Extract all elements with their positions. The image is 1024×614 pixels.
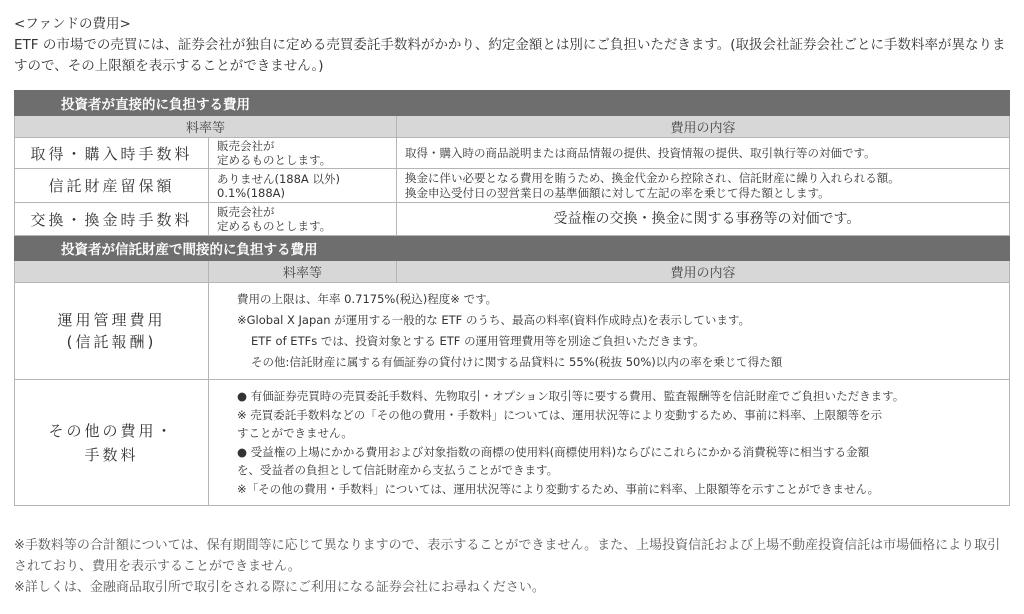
row-desc bbox=[397, 169, 1010, 203]
mgmt-desc bbox=[209, 283, 1010, 380]
desc-line: ETF of ETFs では、投資対象とする ETF の運用管理費用等を別途ご負担いただきます。 bbox=[251, 334, 705, 348]
intro bbox=[14, 14, 1012, 77]
rate-line: 販売会社が bbox=[217, 139, 275, 153]
row-category: 交換・換金時手数料 bbox=[15, 203, 209, 236]
rate-line: 定めるものとします。 bbox=[217, 153, 332, 167]
table-row bbox=[15, 380, 1010, 506]
desc-line: 費用の上限は、年率 0.7175%(税込)程度※ です。 bbox=[237, 292, 498, 306]
footnote: ※詳しくは、金融商品取引所で取引をされる際にご利用になる証券会社にお尋ねください。 bbox=[14, 580, 545, 595]
rate-line: 定めるものとします。 bbox=[217, 219, 332, 233]
category-line: 運用管理費用 bbox=[57, 311, 166, 329]
row-desc: 取得・購入時の商品説明または商品情報の提供、投資情報の提供、取引執行等の対価です。 bbox=[397, 138, 1010, 169]
other-desc bbox=[209, 380, 1010, 506]
section1-column-headers bbox=[15, 116, 1010, 138]
intro-text: ETF の市場での売買には、証券会社が独自に定める売買委託手数料がかかり、約定金額とは別にご負担いただきます。(取扱会社証券会社ごとに手数料率が異なりますので、その上限額を表示することができません。) bbox=[14, 37, 1006, 74]
category-line: その他の費用・ bbox=[48, 421, 175, 440]
footnote: ※手数料等の合計額については、保有期間等に応じて異なりますので、表示することができません。また、上場投資信託および上場不動産投資信託は市場価格により取引されており、費用を表示することができません。 bbox=[14, 538, 1001, 574]
desc-line: 換金に伴い必要となる費用を賄うため、換金代金から控除され、信託財産に繰り入れられる額。 bbox=[405, 170, 900, 185]
row-category: 信託財産留保額 bbox=[15, 169, 209, 203]
desc-line: 換金申込受付日の翌営業日の基準価額に対して左記の率を乗じて得た額とします。 bbox=[405, 185, 830, 200]
fee-table bbox=[14, 90, 1010, 506]
other-category bbox=[15, 380, 209, 506]
table-row bbox=[15, 283, 1010, 380]
desc-line: を、受益者の負担として信託財産から支払うことができます。 bbox=[237, 463, 559, 477]
section2-column-headers bbox=[15, 261, 1010, 283]
row-desc: 受益権の交換・換金に関する事務等の対価です。 bbox=[397, 203, 1010, 236]
footnotes bbox=[14, 535, 1012, 598]
rate-line: 販売会社が bbox=[217, 205, 275, 219]
desc-line: ※「その他の費用・手数料」については、運用状況等により変動するため、事前に料率、上限額等を示すことができません。 bbox=[237, 481, 880, 496]
category-line: (信託報酬) bbox=[66, 333, 157, 351]
mgmt-category bbox=[15, 283, 209, 380]
rate-line: ありません(188A 以外) bbox=[217, 171, 340, 186]
table-row bbox=[15, 138, 1010, 169]
section1-header-row bbox=[15, 91, 1010, 116]
row-rate bbox=[209, 138, 397, 169]
desc-line: ● 有価証券売買時の売買委託手数料、先物取引・オプション取引等に要する費用、監査報酬等を信託財産でご負担いただきます。 bbox=[237, 389, 905, 403]
desc-line: ● 受益権の上場にかかる費用および対象指数の商標の使用料(商標使用料)ならびにこれらにかかる消費税等に相当する金額 bbox=[237, 444, 870, 459]
row-rate bbox=[209, 203, 397, 236]
row-rate bbox=[209, 169, 397, 203]
desc-line: すことができません。 bbox=[237, 426, 353, 440]
table-row bbox=[15, 169, 1010, 203]
section2-title: 投資者が信託財産で間接的に負担する費用 bbox=[15, 236, 1010, 261]
section1-col-desc: 費用の内容 bbox=[397, 116, 1010, 138]
section2-col-rate: 料率等 bbox=[209, 261, 397, 283]
row-category: 取得・購入時手数料 bbox=[15, 138, 209, 169]
desc-line: ※ 売買委託手数料などの「その他の費用・手数料」については、運用状況等により変動するため、事前に料率、上限額等を示 bbox=[237, 407, 883, 422]
desc-line: ※Global X Japan が運用する一般的な ETF のうち、最高の料率(資料作成時点)を表示しています。 bbox=[237, 313, 751, 327]
section1-col-rate: 料率等 bbox=[15, 116, 397, 138]
rate-line: 0.1%(188A) bbox=[217, 185, 286, 200]
section2-col-desc: 費用の内容 bbox=[397, 261, 1010, 283]
section2-header-row bbox=[15, 236, 1010, 261]
table-row bbox=[15, 203, 1010, 236]
section1-title: 投資者が直接的に負担する費用 bbox=[15, 91, 1010, 116]
intro-heading: <ファンドの費用> bbox=[14, 16, 131, 32]
section2-col-blank bbox=[15, 261, 209, 283]
desc-line: その他:信託財産に属する有価証券の貸付けに関する品貸料に 55%(税抜 50%)以内の率を乗じて得た額 bbox=[251, 355, 783, 369]
category-line: 手数料 bbox=[84, 445, 139, 464]
